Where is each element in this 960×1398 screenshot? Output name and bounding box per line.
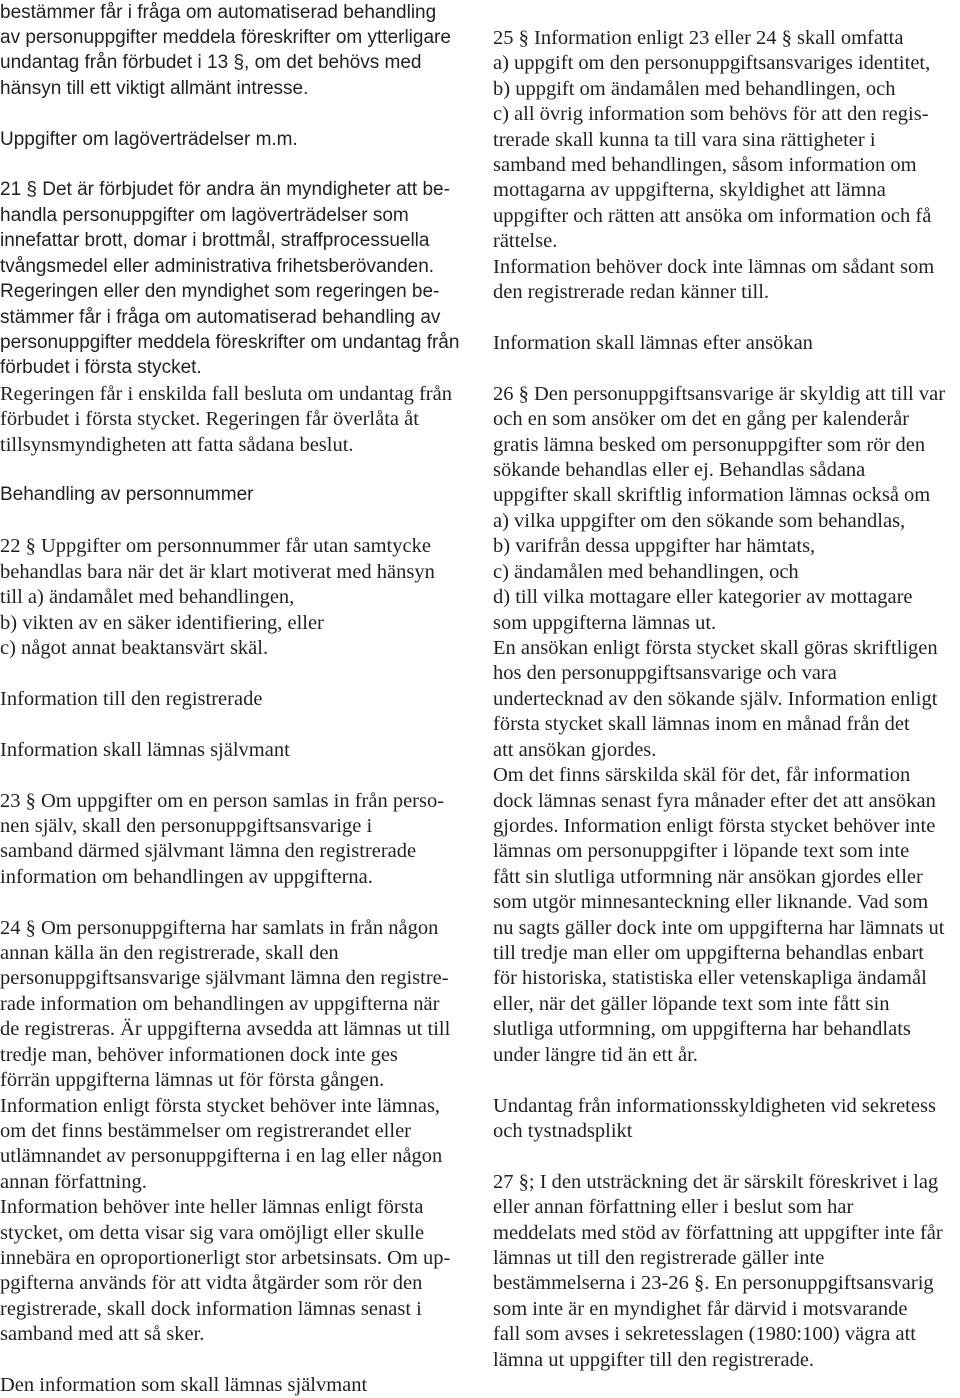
text-line: av personuppgifter meddela föreskrifter om ytterligare	[0, 26, 451, 48]
text-line: förrän uppgifterna lämnas ut för första gången.	[0, 1069, 385, 1092]
text-line: Om det finns särskilda skäl för det, får information	[493, 764, 911, 787]
text-line: som utgör minnesanteckning eller liknande. Vad som	[493, 891, 929, 914]
text-line: den registrerade redan känner till.	[493, 281, 770, 304]
text-line: 24 § Om personuppgifterna har samlats in från någon	[0, 916, 439, 939]
text-line: eller, när det gäller löpande text som inte fått sin	[493, 992, 890, 1015]
text-line: trerade skall kunna ta till vara sina rättigheter i	[493, 128, 876, 151]
text-line: a) vilka uppgifter om den sökande som behandlas,	[493, 509, 906, 532]
text-line: och en som ansöker om det en gång per kalenderår	[493, 408, 910, 431]
heading-line: och tystnadsplikt	[493, 1119, 633, 1142]
text-line: undertecknad av den sökande själv. Information enligt	[493, 687, 938, 710]
text-line: innebära en oproportionerligt stor arbetsinsats. Om up-	[0, 1247, 451, 1270]
text-line: 26 § Den personuppgiftsansvarige är skyldig att till var	[493, 382, 946, 405]
text-line: till tredje man eller om uppgifterna behandlas enbart	[493, 942, 924, 965]
text-line: meddelats med stöd av författning att uppgifter inte får	[493, 1221, 943, 1244]
text-line: c) all övrig information som behövs för att den regis-	[493, 103, 929, 126]
text-line: lämnas om personuppgifter i löpande text som inte	[493, 840, 910, 863]
text-line: hos den personuppgiftsansvarige och vara	[493, 662, 837, 685]
heading-line: Information till den registrerade	[0, 687, 263, 710]
text-line: som uppgifterna lämnas ut.	[493, 611, 717, 634]
text-line: 22 § Uppgifter om personnummer får utan samtycke	[0, 535, 431, 558]
text-line: undantag från förbudet i 13 §, om det behövs med	[0, 52, 422, 74]
text-line: Regeringen får i enskilda fall besluta om undantag från	[0, 382, 452, 405]
text-line: nu sagts gäller dock inte om uppgifterna har lämnats ut	[493, 916, 945, 939]
text-line: personuppgiftsansvarige självmant lämna den registre-	[0, 967, 449, 990]
paragraph-22	[0, 534, 472, 659]
text-line: b) varifrån dessa uppgifter har hämtats,	[493, 535, 816, 558]
text-line: Regeringen eller den myndighet som regeringen be-	[0, 281, 440, 303]
text-line: de registreras. Är uppgifterna avsedda att lämnas ut till	[0, 1018, 451, 1041]
text-line: bestämmer får i fråga om automatiserad behandling	[0, 1, 437, 23]
text-line: stycket, om detta visar sig vara omöjligt eller skulle	[0, 1221, 425, 1244]
text-line: fått sin slutliga utformning när ansökan gjordes eller	[493, 865, 923, 888]
text-line: gratis lämna besked om personuppgifter som rör den	[493, 433, 926, 456]
text-line: personuppgifter meddela föreskrifter om undantag från	[0, 331, 460, 353]
text-line: hänsyn till ett viktigt allmänt intresse.	[0, 77, 309, 99]
paragraph-27	[493, 1169, 960, 1370]
text-line: lämnas ut till den registrerade gäller inte	[493, 1247, 825, 1270]
heading-line: Den information som skall lämnas självmant	[0, 1374, 368, 1397]
text-line: d) till vilka mottagare eller kategorier av mottagare	[493, 586, 913, 609]
text-line: stämmer får i fråga om automatiserad behandling av	[0, 306, 441, 328]
heading-personnummer	[0, 483, 472, 507]
text-line: för historiska, statistiska eller vetenskapliga ändamål	[493, 967, 927, 990]
text-line: samband med behandlingen, såsom information om	[493, 154, 917, 176]
heading-line: Uppgifter om lagöverträdelser m.m.	[0, 128, 298, 150]
text-line: första stycket skall lämnas inom en månad från det	[493, 713, 910, 736]
text-line: annan författning.	[0, 1170, 147, 1193]
text-line: mottagarna av uppgifterna, skyldighet att lämna	[493, 179, 886, 202]
text-line: under längre tid än ett år.	[493, 1043, 698, 1066]
text-line: lämna ut uppgifter till den registrerade.	[493, 1348, 815, 1371]
text-line: innefattar brott, domar i brottmål, straffprocessuella	[0, 230, 430, 252]
text-line: förbudet i första stycket.	[0, 357, 202, 379]
paragraph-24	[0, 915, 472, 1345]
text-line: utlämnandet av personuppgifterna i en lag eller någon	[0, 1145, 443, 1168]
heading-line: Undantag från informationsskyldigheten vid sekretess	[493, 1094, 936, 1117]
text-line: nen själv, skall den personuppgiftsansvarige i	[0, 814, 373, 837]
text-line: b) uppgift om ändamålen med behandlingen, och	[493, 77, 896, 100]
text-line: till a) ändamålet med behandlingen,	[0, 586, 295, 609]
heading-information-sjalvmant	[0, 737, 472, 761]
text-line: uppgifter skall skriftlig information lämnas också om	[493, 484, 931, 507]
text-line: att ansökan gjordes.	[493, 738, 657, 761]
text-line: förbudet i första stycket. Regeringen får överlåta åt	[0, 408, 419, 431]
text-line: Information enligt första stycket behöver inte lämnas,	[0, 1094, 441, 1117]
text-line: En ansökan enligt första stycket skall göras skriftligen	[493, 636, 938, 659]
text-line: tvångsmedel eller administrativa frihetsberövanden.	[0, 255, 435, 277]
text-line: b) vikten av en säker identifiering, eller	[0, 611, 324, 634]
text-line: Information behöver dock inte lämnas om sådant som	[493, 255, 935, 278]
text-line: 23 § Om uppgifter om en person samlas in från perso-	[0, 789, 445, 812]
text-line: samband därmed självmant lämna den registrerade	[0, 840, 417, 863]
text-line: tredje man, behöver informationen dock inte ges	[0, 1043, 398, 1066]
text-line: uppgifter och rätten att ansöka om information och få	[493, 204, 932, 227]
paragraph-26	[493, 381, 960, 1065]
heading-information-efter-ansokan	[493, 330, 960, 354]
heading-line: Information skall lämnas efter ansökan	[493, 331, 813, 354]
text-line: information om behandlingen av uppgifterna.	[0, 865, 373, 888]
paragraph-25	[493, 25, 960, 303]
text-line: bestämmelserna i 23-26 §. En personuppgiftsansvarig	[493, 1272, 934, 1295]
left-column	[0, 0, 472, 1398]
text-line: 25 § Information enligt 23 eller 24 § skall omfatta	[493, 26, 904, 49]
text-line: rättelse.	[493, 230, 558, 253]
paragraph-23	[0, 788, 472, 888]
heading-lagovertradelser	[0, 127, 472, 151]
text-line: gjordes. Information enligt första stycket behöver inte	[493, 814, 936, 837]
text-line: rade information om behandlingen av uppgifterna när	[0, 992, 440, 1015]
heading-line: Information skall lämnas självmant	[0, 738, 290, 761]
text-line: fall som avses i sekretesslagen (1980:100) vägra att	[493, 1323, 916, 1346]
text-line: handla personuppgifter om lagöverträdelser som	[0, 204, 409, 226]
text-line: annan källa än den registrerade, skall den	[0, 942, 339, 965]
text-line: c) något annat beaktansvärt skäl.	[0, 636, 269, 659]
text-line: samband med att så sker.	[0, 1323, 205, 1346]
heading-information-som-lamnas	[0, 1373, 472, 1397]
text-line: som inte är en myndighet får därvid i motsvarande	[493, 1297, 908, 1320]
text-line: om det finns bestämmelser om registrerandet eller	[0, 1119, 412, 1142]
heading-undantag-sekretess	[493, 1093, 960, 1142]
text-line: sökande behandlas eller ej. Behandlas sådana	[493, 459, 866, 482]
text-line: c) ändamålen med behandlingen, och	[493, 560, 799, 583]
text-line: 21 § Det är förbjudet för andra än myndigheter att be-	[0, 179, 450, 201]
text-line: slutliga utformning, om uppgifterna har behandlats	[493, 1018, 911, 1041]
text-line: dock lämnas senast fyra månader efter det att ansökan	[493, 789, 936, 812]
text-line: tillsynsmyndigheten att fatta sådana beslut.	[0, 433, 354, 456]
text-line: behandlas bara när det är klart motiverat med hänsyn	[0, 560, 435, 583]
text-line: Information behöver inte heller lämnas enligt första	[0, 1196, 424, 1219]
paragraph-21	[0, 178, 472, 456]
text-line: eller annan författning eller i beslut som har	[493, 1196, 854, 1219]
text-line: registrerade, skall dock information lämnas senast i	[0, 1297, 422, 1320]
heading-information-till-registrerade	[0, 686, 472, 710]
continued-paragraph	[0, 0, 472, 100]
text-line: a) uppgift om den personuppgiftsansvariges identitet,	[493, 52, 931, 75]
heading-line: Behandling av personnummer	[0, 484, 254, 506]
text-line: pgifterna används för att vidta åtgärder som rör den	[0, 1272, 423, 1295]
right-column	[493, 0, 960, 1398]
text-line: 27 §; I den utsträckning det är särskilt föreskrivet i lag	[493, 1170, 939, 1193]
